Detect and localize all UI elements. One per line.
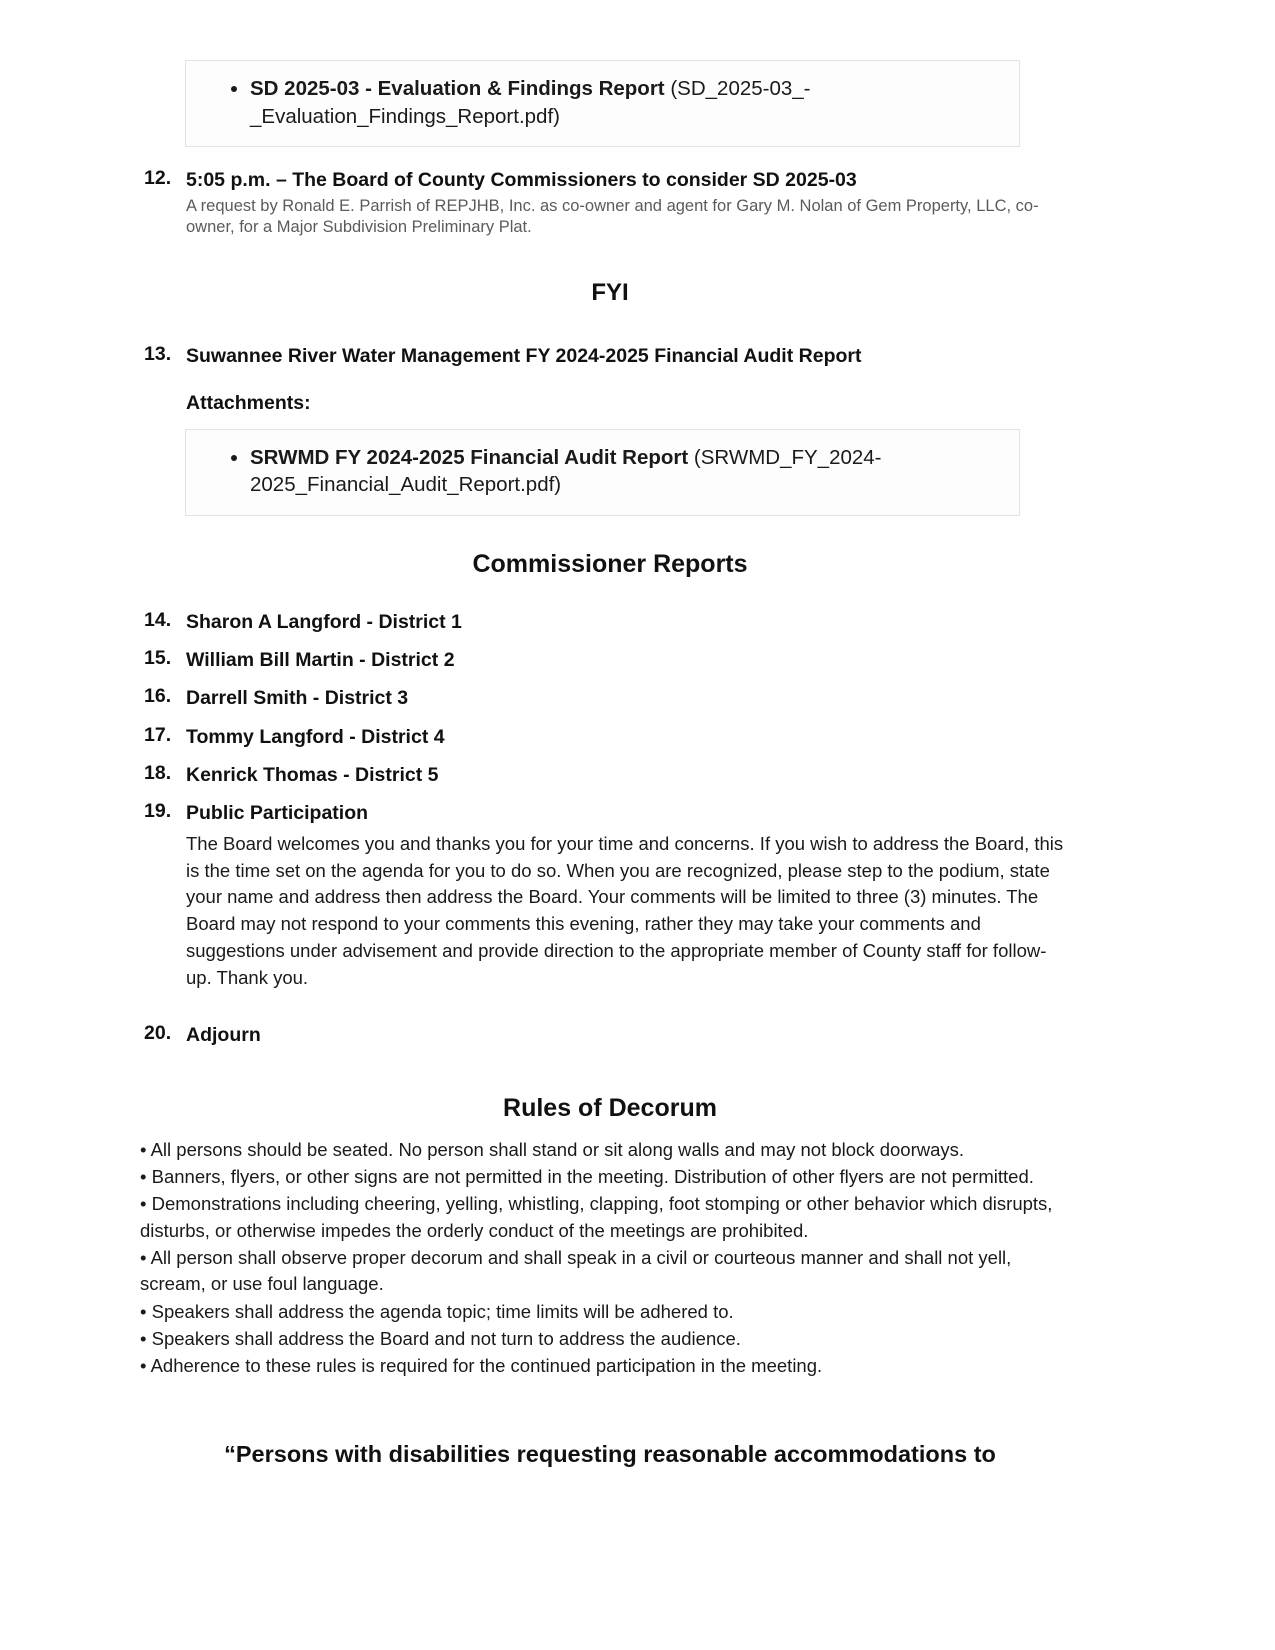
document-content (140, 60, 1080, 1471)
agenda-item-13-title: Suwannee River Water Management FY 2024-2025 Financial Audit Report (186, 345, 862, 368)
closing-statement: “Persons with disabilities requesting reasonable accommodations to (224, 1441, 996, 1468)
attachment-item[interactable] (250, 444, 997, 499)
agenda-item-14 (140, 609, 1080, 635)
agenda-item-19 (140, 800, 1080, 991)
attachment-item[interactable] (250, 75, 997, 130)
agenda-item-15 (140, 647, 1080, 673)
agenda-item-12-description: A request by Ronald E. Parrish of REPJHB, Inc. as co-owner and agent for Gary M. Nolan of Gem Property, LLC, co-owner, for a Major Subdivision Preliminary Plat. (186, 196, 1039, 237)
agenda-item-16-title: Darrell Smith - District 3 (186, 687, 409, 710)
decorum-rule: • All person shall observe proper decorum and shall speak in a civil or courteous manner and shall not yell, scream, or use foul language. (140, 1246, 1012, 1295)
agenda-item-12-body (186, 167, 1080, 239)
attachment-box-srwmd (185, 429, 1020, 516)
agenda-item-15-title: William Bill Martin - District 2 (186, 649, 455, 672)
agenda-item-17-title: Tommy Langford - District 4 (186, 725, 445, 748)
decorum-rule: • All persons should be seated. No person shall stand or sit along walls and may not block doorways. (140, 1138, 965, 1160)
agenda-item-20-number: 20. (144, 1021, 172, 1044)
section-heading-commissioner-reports: Commissioner Reports (472, 549, 748, 578)
agenda-item-16-number: 16. (144, 685, 172, 708)
agenda-item-20-title: Adjourn (186, 1023, 261, 1046)
agenda-item-13-body (186, 343, 1080, 369)
agenda-item-20 (140, 1022, 1080, 1048)
section-heading-fyi: FYI (591, 279, 629, 307)
attachment-box-sd2025-03 (185, 60, 1020, 147)
agenda-item-14-number: 14. (144, 608, 172, 631)
attachments-label: Attachments: (186, 391, 311, 414)
attachment-filename: (SD_2025-03_-_Evaluation_Findings_Report.pdf) (250, 77, 811, 128)
agenda-item-13 (140, 343, 1080, 369)
decorum-rule: • Demonstrations including cheering, yelling, whistling, clapping, foot stomping or other behavior which disrupts, disturbs, or otherwise impedes the orderly conduct of the meetings are prohibited. (140, 1193, 1053, 1241)
agenda-item-17-number: 17. (144, 723, 172, 746)
attachment-title: SD 2025-03 - Evaluation & Findings Report (250, 77, 665, 100)
agenda-item-18 (140, 762, 1080, 788)
decorum-rule: • Adherence to these rules is required for the continued participation in the meeting. (140, 1355, 823, 1377)
agenda-item-14-title: Sharon A Langford - District 1 (186, 610, 462, 633)
agenda-item-17 (140, 724, 1080, 750)
agenda-item-12-title: 5:05 p.m. – The Board of County Commissioners to consider SD 2025-03 (186, 169, 857, 192)
decorum-rule: • Banners, flyers, or other signs are not permitted in the meeting. Distribution of other flyers are not permitted. (140, 1166, 1034, 1188)
agenda-item-15-number: 15. (144, 647, 172, 670)
agenda-item-16 (140, 685, 1080, 711)
attachment-filename: (SRWMD_FY_2024-2025_Financial_Audit_Report.pdf) (250, 445, 882, 497)
agenda-item-18-number: 18. (144, 762, 172, 785)
agenda-item-19-body (186, 800, 1080, 991)
commissioner-reports-list (140, 609, 1080, 789)
agenda-item-19-title: Public Participation (186, 802, 369, 825)
attachment-title: SRWMD FY 2024-2025 Financial Audit Report (250, 445, 689, 469)
rules-of-decorum-list (140, 1137, 1060, 1379)
agenda-item-12 (140, 167, 1080, 239)
agenda-item-13-number: 13. (144, 343, 172, 366)
attachment-list (208, 75, 997, 130)
agenda-item-12-number: 12. (144, 167, 172, 190)
agenda-item-19-paragraph: The Board welcomes you and thanks you for your time and concerns. If you wish to address the Board, this is the time set on the agenda for you to do so. When you are recognized, please step to the podium, state your name and address then address the Board. Your comments will be limited to three (3) minutes. The Board may not respond to your comments this evening, rather they may take your comments and suggestions under advisement and provide direction to the appropriate member of County staff for follow-up. Thank you. (186, 832, 1064, 988)
attachment-list (208, 444, 997, 499)
decorum-rule: • Speakers shall address the Board and not turn to address the audience. (140, 1327, 741, 1349)
decorum-rule: • Speakers shall address the agenda topic; time limits will be adhered to. (140, 1300, 734, 1322)
section-heading-rules-of-decorum: Rules of Decorum (503, 1093, 717, 1122)
agenda-item-18-title: Kenrick Thomas - District 5 (186, 764, 439, 787)
agenda-item-19-number: 19. (144, 800, 172, 823)
